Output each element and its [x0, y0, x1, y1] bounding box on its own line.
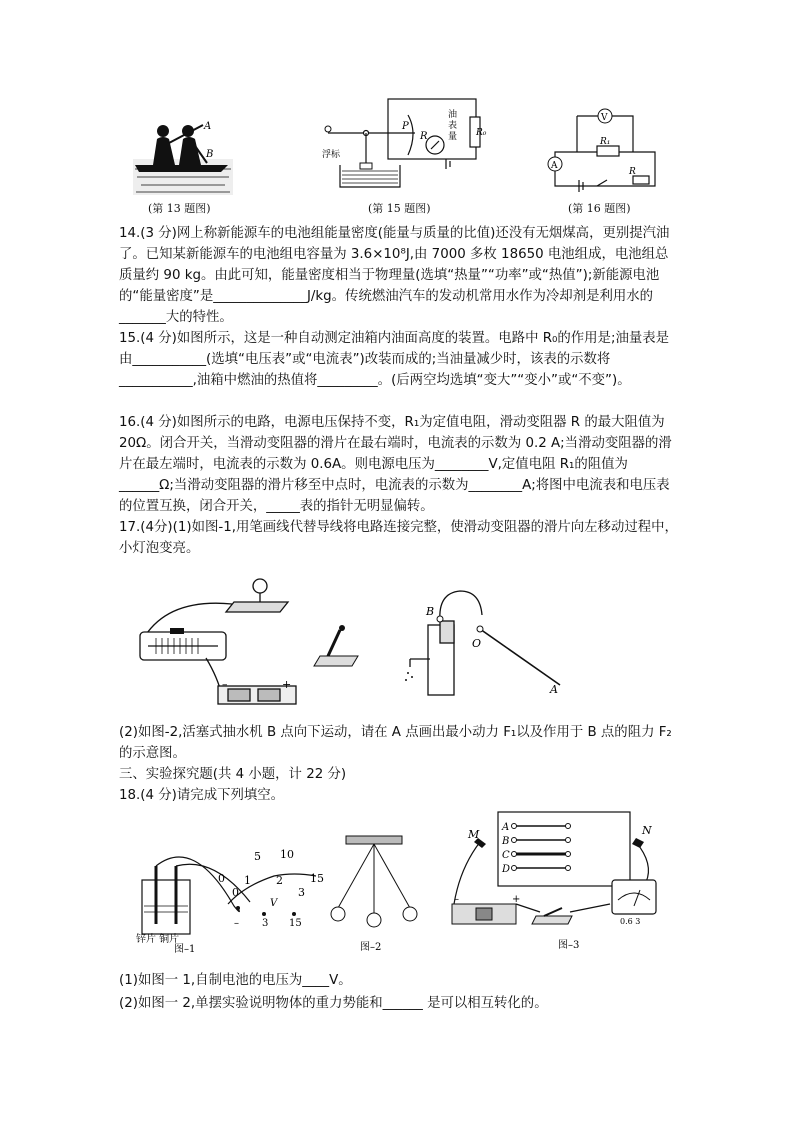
fig18-label-n: N — [642, 824, 652, 837]
fig17-label-a: A — [550, 683, 558, 696]
fig18-zinc-copper: 锌片 铜片 — [136, 934, 180, 945]
figure-18-1-drawing — [134, 846, 334, 954]
fig15-meter-2: 表 — [448, 121, 458, 131]
fig18-scale-low-1: 0 — [232, 886, 239, 899]
fig13-label-b: B — [206, 149, 214, 160]
fig18-terminal-15: 15 — [289, 918, 302, 929]
fig18-row-c: C — [502, 850, 510, 861]
fig16-label-a: A — [551, 161, 558, 171]
figure-17-pump-drawing — [400, 585, 580, 695]
fig17-label-b: B — [426, 605, 435, 618]
figure-17-circuit-drawing — [130, 568, 380, 708]
fig18-scale-mid-1: 0 — [218, 872, 225, 885]
figure-16-drawing — [545, 104, 665, 200]
question-16: 16.(4 分)如图所示的电路，电源电压保持不变，R₁为定值电阻，滑动变阻器 R 的最大阻值为 20Ω。闭合开关，当滑动变阻器的滑片在最右端时，电流表的示数为 0.2 A;当滑动变阻器的滑片在最左端时，电流表的示数为 0.6A。则电源电压为________V,定值电阻 R₁的阻值为______Ω;当滑动变阻器的滑片移至中点时，电流表的示数为________A;将图中电流表和电压表的位置互换，闭合开关，_____表的指针无明显偏转。 — [119, 415, 672, 514]
figure-18-1 — [134, 846, 334, 954]
fig18-scale-mid-4: 15 — [310, 872, 324, 885]
fig15-label-r0: R₀ — [476, 128, 487, 138]
fig18-label-m: M — [468, 828, 480, 841]
fig18-row-b: B — [502, 836, 510, 847]
svg-text:–: – — [222, 678, 228, 691]
fig17-label-o: O — [472, 637, 482, 650]
fig18-row-a: A — [502, 822, 510, 833]
fig18-caption-2: 图–2 — [360, 942, 382, 953]
fig15-label-float: 浮标 — [322, 150, 341, 160]
fig18-scale-top-1: 5 — [254, 850, 261, 863]
figure-15-caption: (第 15 题图) — [368, 202, 431, 215]
svg-text:–: – — [454, 894, 459, 905]
figure-15 — [320, 95, 485, 200]
figure-13-drawing — [133, 117, 233, 199]
figure-16-caption: (第 16 题图) — [568, 202, 631, 215]
fig18-scale-mid-3: 2 — [276, 874, 283, 887]
fig18-meter-scale: 0.6 3 — [620, 917, 641, 926]
figure-13-caption: (第 13 题图) — [148, 202, 211, 215]
fig16-label-r1: R₁ — [600, 137, 611, 147]
question-18: 18.(4 分)请完成下列填空。 — [119, 788, 285, 803]
fig18-terminal-3: 3 — [262, 918, 269, 929]
fig13-label-a: A — [204, 121, 212, 132]
question-15: 15.(4 分)如图所示，这是一种自动测定油箱内油面高度的装置。电路中 R₀的作用是;油量表是由___________(选填“电压表”或“电流表”)改装而成的;当油量减少时，该表的示数将___________,油箱中燃油的热值将_________。(后两空均选填“变大”“变小”或“不变”)。 — [119, 331, 670, 388]
question-17-2: (2)如图-2,活塞式抽水机 B 点向下运动，请在 A 点画出最小动力 F₁以及作用于 B 点的阻力 F₂的示意图。 — [119, 725, 672, 761]
question-18-2: (2)如图一 2,单摆实验说明物体的重力势能和______ 是可以相互转化的。 — [119, 996, 548, 1011]
figure-17-circuit — [130, 568, 380, 708]
figure-18-2-drawing — [320, 836, 430, 956]
figure-16 — [545, 104, 665, 200]
question-17-1: 17.(4分)(1)如图-1,用笔画线代替导线将电路连接完整，使滑动变阻器的滑片向左移动过程中，小灯泡变亮。 — [119, 520, 678, 556]
figure-13 — [133, 117, 233, 199]
fig18-label-v: V — [270, 898, 278, 909]
fig18-caption-3: 图–3 — [558, 940, 580, 951]
figure-17-pump — [400, 585, 580, 695]
fig18-row-d: D — [502, 864, 511, 875]
fig18-scale-mid-2: 1 — [244, 874, 251, 887]
question-14: 14.(3 分)网上称新能源车的电池组能量密度(能量与质量的比值)还没有无烟煤高，更别提汽油了。已知某新能源车的电池组电容量为 3.6×10⁸J,由 7000 多枚 18650 电池组成，电池组总质量约 90 kg。由此可知，能量密度相当于物理量(选填“热量”“功率”或“热值”);新能源电池的“能量密度”是______________J/kg。传统燃油汽车的发动机常用水作为冷却剂是利用水的_______大的特性。 — [119, 226, 670, 325]
fig18-terminal-minus: – — [234, 918, 239, 929]
fig18-scale-top-2: 10 — [280, 848, 294, 861]
figure-18-2 — [320, 836, 430, 956]
question-18-1: (1)如图一 1,自制电池的电压为____V。 — [119, 973, 352, 988]
svg-text:+: + — [282, 678, 292, 691]
fig15-meter-3: 量 — [448, 132, 458, 142]
fig18-caption-1: 图–1 — [174, 944, 196, 955]
fig16-label-r: R — [629, 167, 636, 177]
figure-18-3-drawing — [440, 808, 670, 958]
fig15-meter-1: 油 — [448, 110, 458, 120]
fig15-label-p: P — [402, 121, 409, 132]
svg-text:+: + — [512, 894, 521, 905]
fig16-label-v: V — [601, 113, 608, 123]
fig15-label-r: R — [420, 131, 428, 142]
figure-18-3 — [440, 808, 670, 958]
figure-15-drawing — [320, 95, 485, 200]
section-3-heading: 三、实验探究题(共 4 小题，计 22 分) — [119, 767, 347, 782]
fig18-scale-low-2: 3 — [298, 886, 305, 899]
